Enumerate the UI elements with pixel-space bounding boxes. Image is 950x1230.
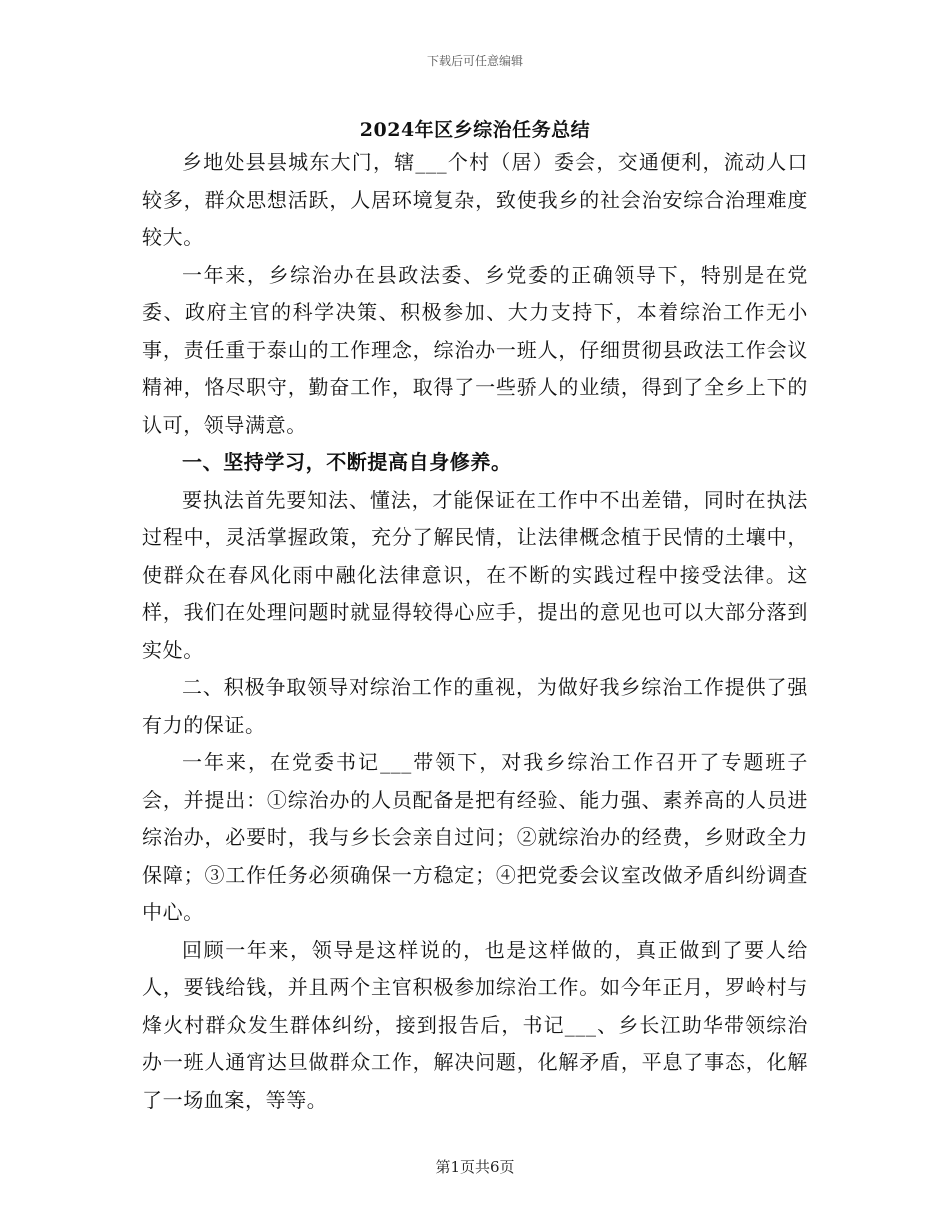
- paragraph-intro: 乡地处县县城东大门，辖___个村（居）委会，交通便利，流动人口较多，群众思想活跃，人居环境复杂，致使我乡的社会治安综合治理难度较大。: [142, 150, 808, 249]
- paragraph-section-1: 要执法首先要知法、懂法，才能保证在工作中不出差错，同时在执法过程中，灵活掌握政策，充分了解民情，让法律概念植于民情的土壤中，使群众在春风化雨中融化法律意识，在不断的实践过程中接受法律。这样，我们在处理问题时就显得较得心应手，提出的意见也可以大部分落到实处。: [142, 487, 808, 662]
- paragraph-overview: 一年来，乡综治办在县政法委、乡党委的正确领导下，特别是在党委、政府主官的科学决策、积极参加、大力支持下，本着综治工作无小事，责任重于泰山的工作理念，综治办一班人，仔细贯彻县政法工作会议精神，恪尽职守，勤奋工作，取得了一些骄人的业绩，得到了全乡上下的认可，领导满意。: [142, 262, 808, 437]
- paragraph-section-2: 一年来，在党委书记___带领下，对我乡综治工作召开了专题班子会，并提出：①综治办的人员配备是把有经验、能力强、素养高的人员进综治办，必要时，我与乡长会亲自过问；②就综治办的经费，乡财政全力保障；③工作任务必须确保一方稳定；④把党委会议室改做矛盾纠纷调查中心。: [142, 750, 808, 924]
- document-body: [142, 144, 808, 1119]
- section-heading-1: 一、坚持学习，不断提高自身修养。: [182, 450, 512, 474]
- page-header-note: 下载后可任意编辑: [426, 54, 523, 68]
- paragraph-review: 回顾一年来，领导是这样说的，也是这样做的，真正做到了要人给人，要钱给钱，并且两个主官积极参加综治工作。如今年正月，罗岭村与烽火村群众发生群体纠纷，接到报告后，书记___、乡长江助华带领综治办一班人通宵达旦做群众工作，解决问题，化解矛盾，平息了事态，化解了一场血案，等等。: [142, 937, 808, 1112]
- document-title: 2024年区乡综治任务总结: [359, 119, 591, 141]
- section-heading-2: 二、积极争取领导对综治工作的重视，为做好我乡综治工作提供了强有力的保证。: [142, 675, 808, 737]
- page-number: 第1页共6页: [435, 1158, 515, 1176]
